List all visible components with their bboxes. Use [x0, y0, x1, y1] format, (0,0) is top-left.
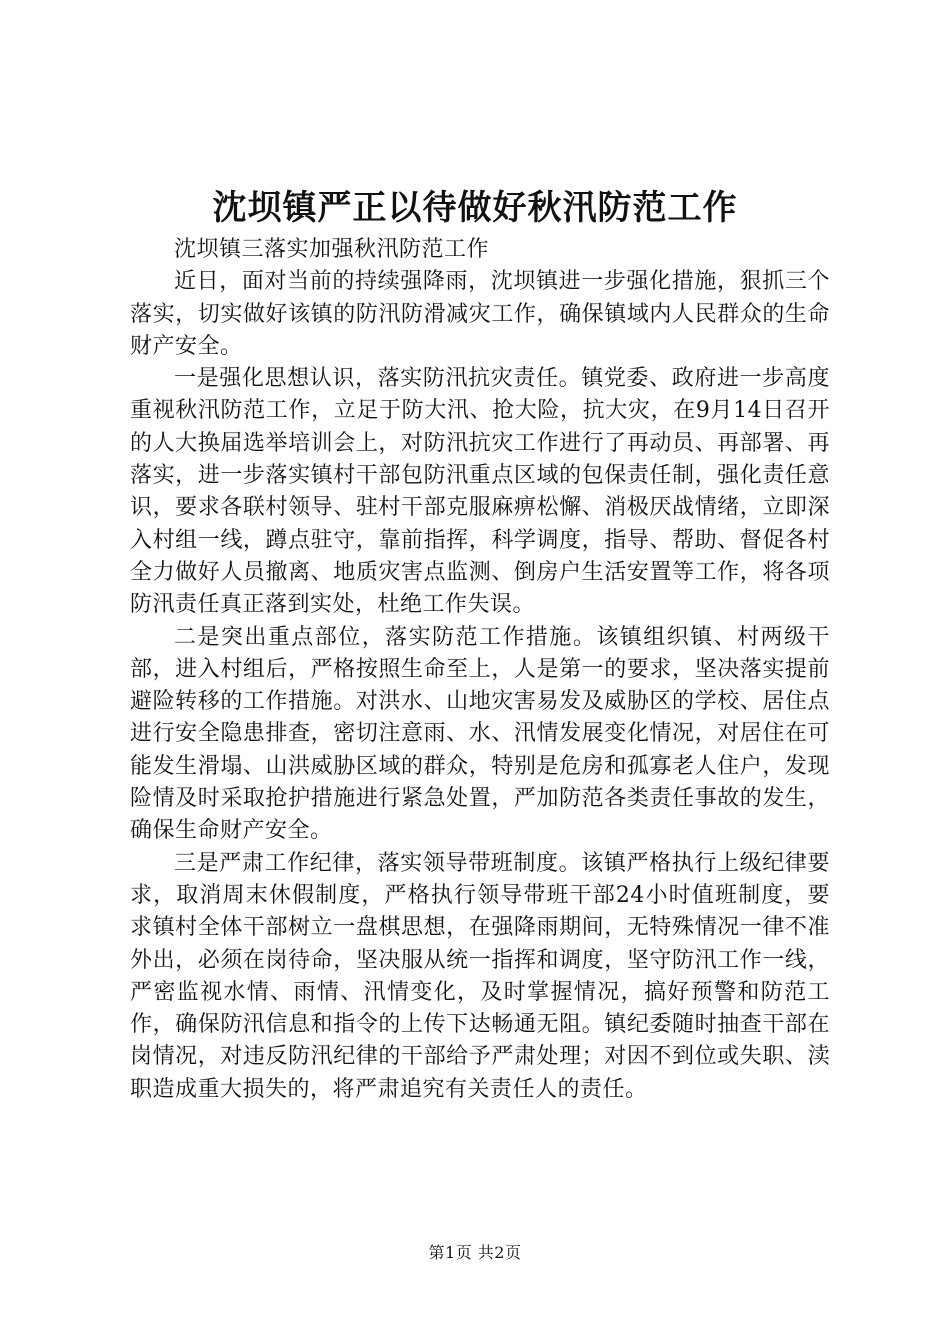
- document-body: [130, 234, 830, 1106]
- document-title: 沈坝镇严正以待做好秋汛防范工作: [212, 188, 738, 228]
- discipline-paragraph: 三是严肃工作纪律，落实领导带班制度。该镇严格执行上级纪律要求，取消周末休假制度，严格执行领导带班干部24小时值班制度，要求镇村全体干部树立一盘棋思想，在强降雨期间，无特殊情况一律不准外出，必须在岗待命，坚决服从统一指挥和调度，坚守防汛工作一线，严密监视水情、雨情、汛情变化，及时掌握情况，搞好预警和防范工作，确保防汛信息和指令的上传下达畅通无阻。镇纪委随时抽查干部在岗情况，对违反防汛纪律的干部给予严肃处理；对因不到位或失职、渎职造成重大损失的，将严肃追究有关责任人的责任。: [130, 850, 830, 1102]
- subtitle-paragraph: 沈坝镇三落实加强秋汛防范工作: [174, 237, 490, 262]
- responsibility-paragraph: 一是强化思想认识，落实防汛抗灾责任。镇党委、政府进一步高度重视秋汛防范工作，立足于防大汛、抢大险，抗大灾，在9月14日召开的人大换届选举培训会上，对防汛抗灾工作进行了再动员、再部署、再落实，进一步落实镇村干部包防汛重点区域的包保责任制，强化责任意识，要求各联村领导、驻村干部克服麻痹松懈、消极厌战情绪，立即深入村组一线，蹲点驻守，靠前指挥，科学调度，指导、帮助、督促各村全力做好人员撤离、地质灾害点监测、倒房户生活安置等工作，将各项防汛责任真正落到实处，杜绝工作失误。: [130, 366, 830, 618]
- intro-paragraph: 近日，面对当前的持续强降雨，沈坝镇进一步强化措施，狠抓三个落实，切实做好该镇的防汛防滑减灾工作，确保镇域内人民群众的生命财产安全。: [130, 269, 830, 359]
- measures-paragraph: 二是突出重点部位，落实防范工作措施。该镇组织镇、村两级干部，进入村组后，严格按照生命至上，人是第一的要求，坚决落实提前避险转移的工作措施。对洪水、山地灾害易发及威胁区的学校、居住点进行安全隐患排查，密切注意雨、水、汛情发展变化情况，对居住在可能发生滑塌、山洪威胁区域的群众，特别是危房和孤寡老人住户，发现险情及时采取抢护措施进行紧急处置，严加防范各类责任事故的发生，确保生命财产安全。: [130, 624, 830, 844]
- page-number-footer: 第1页 共2页: [428, 1243, 522, 1262]
